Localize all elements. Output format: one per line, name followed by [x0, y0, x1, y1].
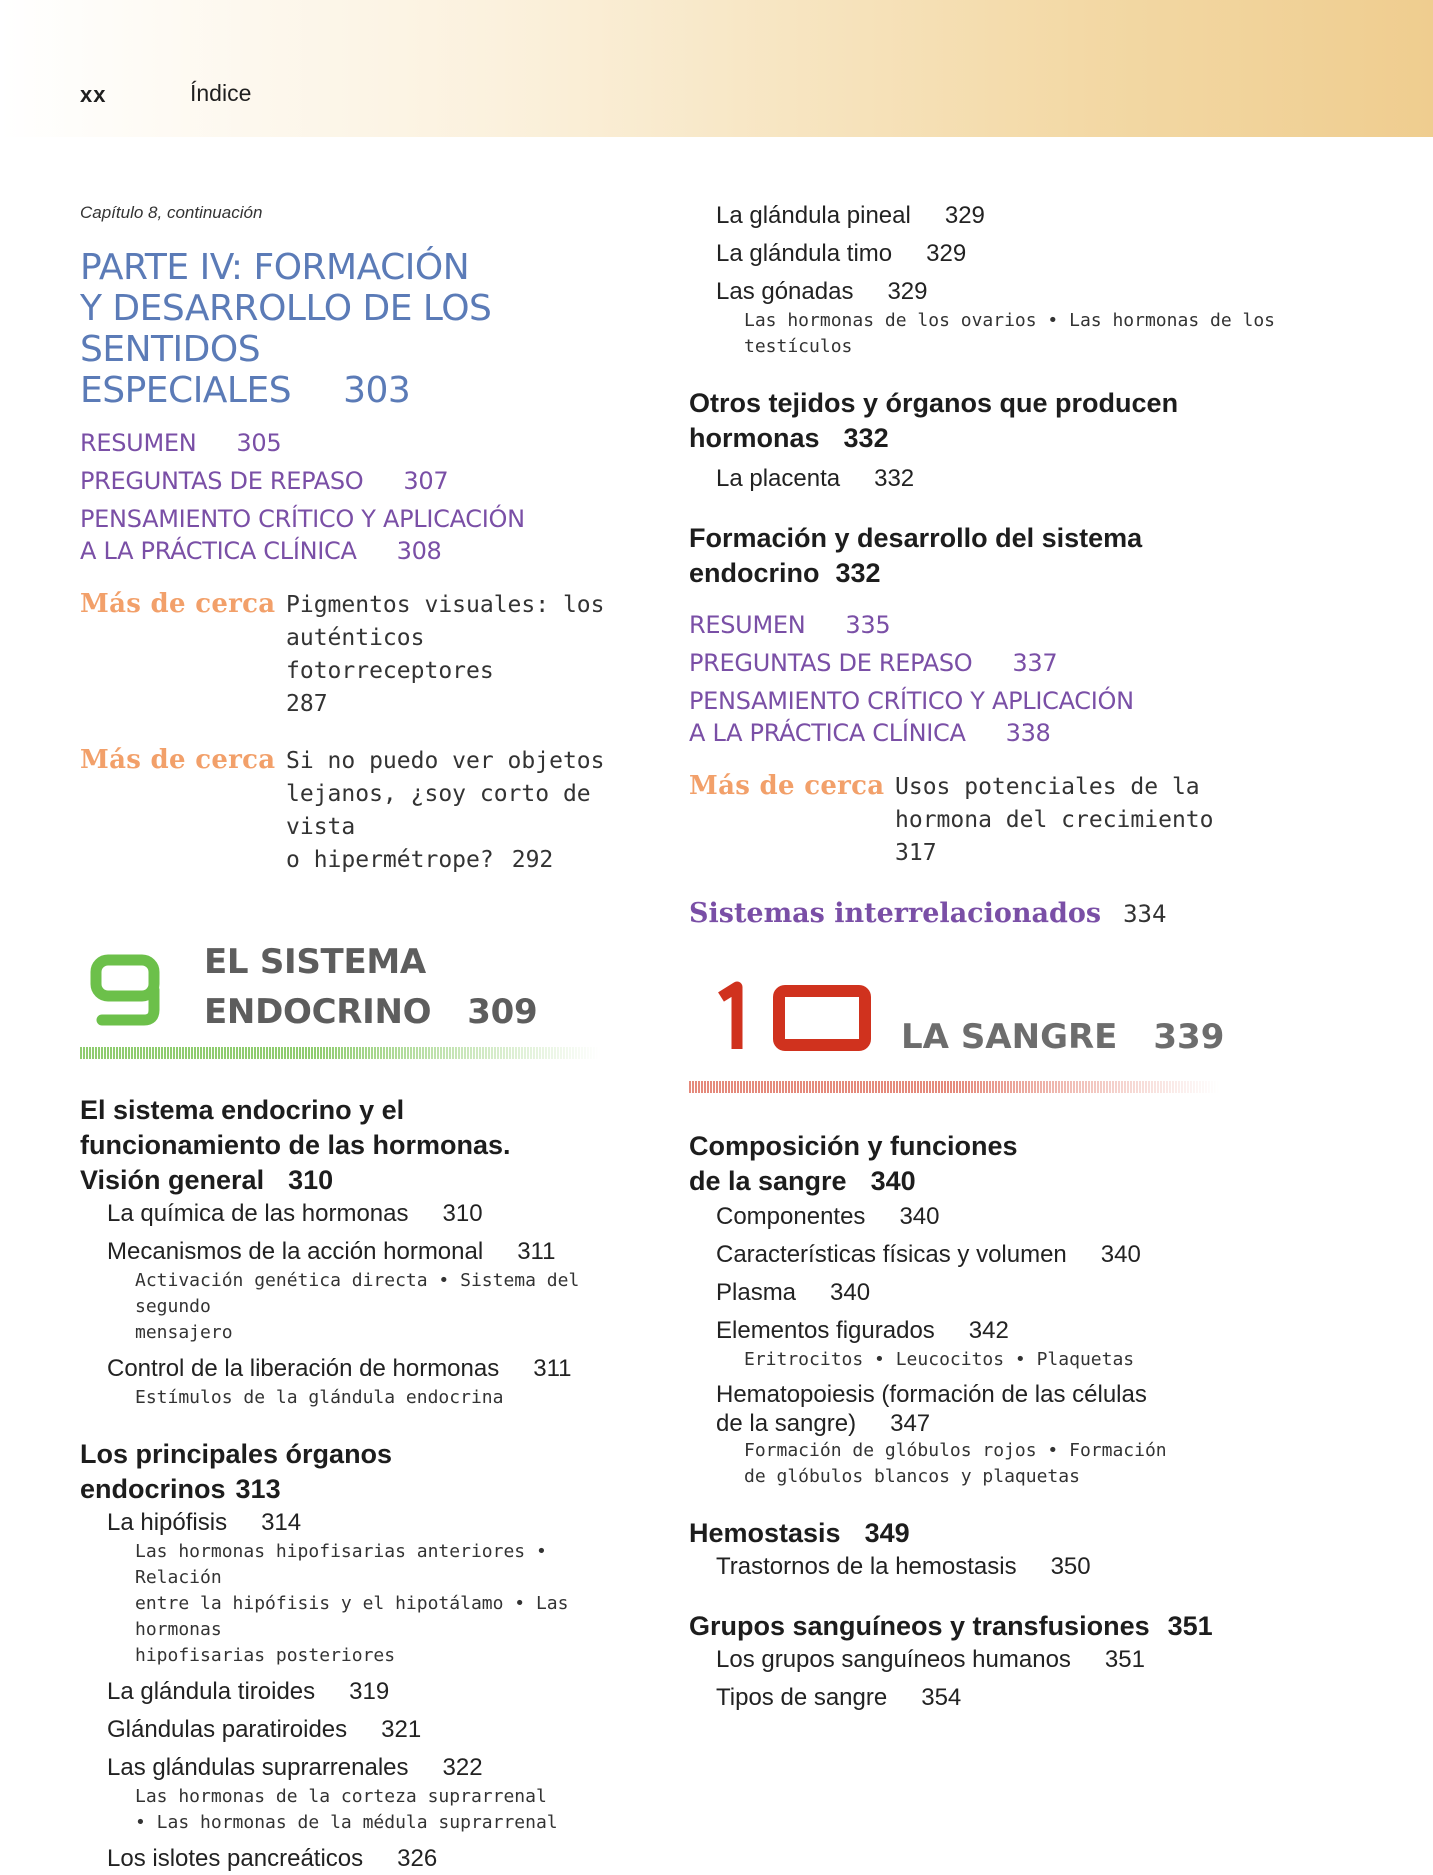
subsection-entry[interactable]: La glándula tiroides 319	[107, 1678, 390, 1705]
systems-label: Sistemas interrelacionados	[689, 898, 1102, 929]
closeup-desc: Si no puedo ver objetos lejanos, ¿soy corto de vista o hipermétrope? 292	[286, 748, 605, 873]
subsection-entry[interactable]: La glándula timo 329	[716, 240, 967, 267]
subsection-entry[interactable]: Hematopoiesis (formación de las células de la sangre) 347	[716, 1381, 1147, 1437]
left-column	[80, 200, 640, 1875]
chapter-9-title: EL SISTEMA ENDOCRINO 309	[204, 942, 538, 1032]
chapter-9-number	[90, 952, 164, 1026]
chapter-9-page: 309	[467, 992, 538, 1032]
closeup-label: Más de cerca	[80, 745, 276, 775]
part-page: 303	[343, 370, 411, 411]
end-item-pensamiento[interactable]: PENSAMIENTO CRÍTICO Y APLICACIÓN A LA PRÁCTICA CLÍNICA 338	[689, 687, 1134, 747]
subsection-entry[interactable]: La placenta 332	[716, 465, 915, 492]
chapter-10-rule	[689, 1081, 1219, 1093]
subsection-details: Las hormonas hipofisarias anteriores • Relación entre la hipófisis y el hipotálamo • Las hormonas hipofisarias posteriores	[135, 1541, 569, 1666]
subsection-entry[interactable]: Las gónadas 329	[716, 278, 928, 305]
subsection-entry[interactable]: Control de la liberación de hormonas 311	[107, 1355, 572, 1382]
end-item-pensamiento[interactable]: PENSAMIENTO CRÍTICO Y APLICACIÓN A LA PRÁCTICA CLÍNICA 308	[80, 505, 525, 565]
subsection-entry[interactable]: Elementos figurados 342	[716, 1317, 1009, 1344]
subsection-details: Estímulos de la glándula endocrina	[135, 1387, 504, 1408]
subsection-entry[interactable]: Los grupos sanguíneos humanos 351	[716, 1646, 1145, 1673]
section-entry[interactable]: El sistema endocrino y el funcionamiento de las hormonas. Visión general 310	[80, 1095, 511, 1195]
subsection-entry[interactable]: Tipos de sangre 354	[716, 1684, 962, 1711]
systems-entry[interactable]	[689, 898, 1289, 929]
systems-page: 334	[1123, 900, 1167, 928]
subsection-entry[interactable]: Mecanismos de la acción hormonal 311	[107, 1238, 556, 1265]
closeup-entry[interactable]	[80, 589, 640, 721]
subsection-entry[interactable]: Las glándulas suprarrenales 322	[107, 1754, 483, 1781]
chapter-9-rule	[80, 1047, 600, 1059]
subsection-entry[interactable]: La glándula pineal 329	[716, 202, 985, 229]
chapter-10-heading[interactable]	[689, 981, 1289, 1081]
header-band	[0, 0, 1433, 137]
end-item-resumen[interactable]: RESUMEN 335	[689, 611, 891, 639]
subsection-entry[interactable]: Características físicas y volumen 340	[716, 1241, 1141, 1268]
subsection-details: Formación de glóbulos rojos • Formación de glóbulos blancos y plaquetas	[744, 1440, 1167, 1487]
page-title: Índice	[190, 80, 252, 106]
subsection-entry[interactable]: Componentes 340	[716, 1203, 940, 1230]
subsection-details: Las hormonas de la corteza suprarrenal • Las hormonas de la médula suprarrenal	[135, 1786, 558, 1833]
chapter-9-heading[interactable]	[80, 937, 640, 1047]
subsection-entry[interactable]: Glándulas paratiroides 321	[107, 1716, 422, 1743]
subsection-details: Eritrocitos • Leucocitos • Plaquetas	[744, 1349, 1135, 1370]
closeup-entry[interactable]	[80, 745, 640, 877]
page-number: xx	[80, 82, 107, 107]
subsection-entry[interactable]: La hipófisis 314	[107, 1509, 302, 1536]
continuation-caption: Capítulo 8, continuación	[80, 203, 263, 222]
section-entry[interactable]: Otros tejidos y órganos que producen hormonas 332	[689, 388, 1179, 453]
closeup-desc: Pigmentos visuales: los auténticos fotorreceptores 287	[286, 592, 605, 717]
closeup-label: Más de cerca	[80, 589, 276, 619]
subsection-entry[interactable]: Plasma 340	[716, 1279, 871, 1306]
part-title-line: PARTE IV: FORMACIÓN	[80, 247, 470, 288]
subsection-entry[interactable]: Los islotes pancreáticos 326	[107, 1845, 438, 1872]
subsection-entry[interactable]: La química de las hormonas 310	[107, 1200, 483, 1227]
section-entry[interactable]: Hemostasis 349	[689, 1518, 910, 1548]
section-entry[interactable]: Los principales órganos endocrinos 313	[80, 1439, 393, 1504]
closeup-desc: Usos potenciales de la hormona del crecimiento 317	[895, 774, 1214, 866]
section-entry[interactable]: Composición y funciones de la sangre 340	[689, 1131, 1018, 1196]
end-item-preguntas[interactable]: PREGUNTAS DE REPASO 307	[80, 467, 449, 495]
end-item-resumen[interactable]: RESUMEN 305	[80, 429, 282, 457]
subsection-entry[interactable]: Trastornos de la hemostasis 350	[716, 1553, 1091, 1580]
section-entry[interactable]: Grupos sanguíneos y transfusiones 351	[689, 1611, 1213, 1641]
section-entry[interactable]: Formación y desarrollo del sistema endocrino 332	[689, 523, 1143, 588]
subsection-details: Activación genética directa • Sistema del segundo mensajero	[135, 1270, 580, 1343]
part-title[interactable]	[80, 247, 640, 411]
subsection-details: Las hormonas de los ovarios • Las hormonas de los testículos	[744, 310, 1276, 357]
closeup-label: Más de cerca	[689, 771, 885, 801]
chapter-10-page: 339	[1153, 1017, 1225, 1057]
closeup-entry[interactable]	[689, 771, 1289, 870]
part-title-line: Y DESARROLLO DE LOS SENTIDOS	[80, 288, 492, 370]
right-column	[689, 200, 1289, 1714]
end-item-preguntas[interactable]: PREGUNTAS DE REPASO 337	[689, 649, 1058, 677]
part-title-line: ESPECIALES	[80, 370, 292, 411]
chapter-10-title: LA SANGRE 339	[901, 1017, 1225, 1057]
chapter-10-number	[715, 981, 875, 1053]
